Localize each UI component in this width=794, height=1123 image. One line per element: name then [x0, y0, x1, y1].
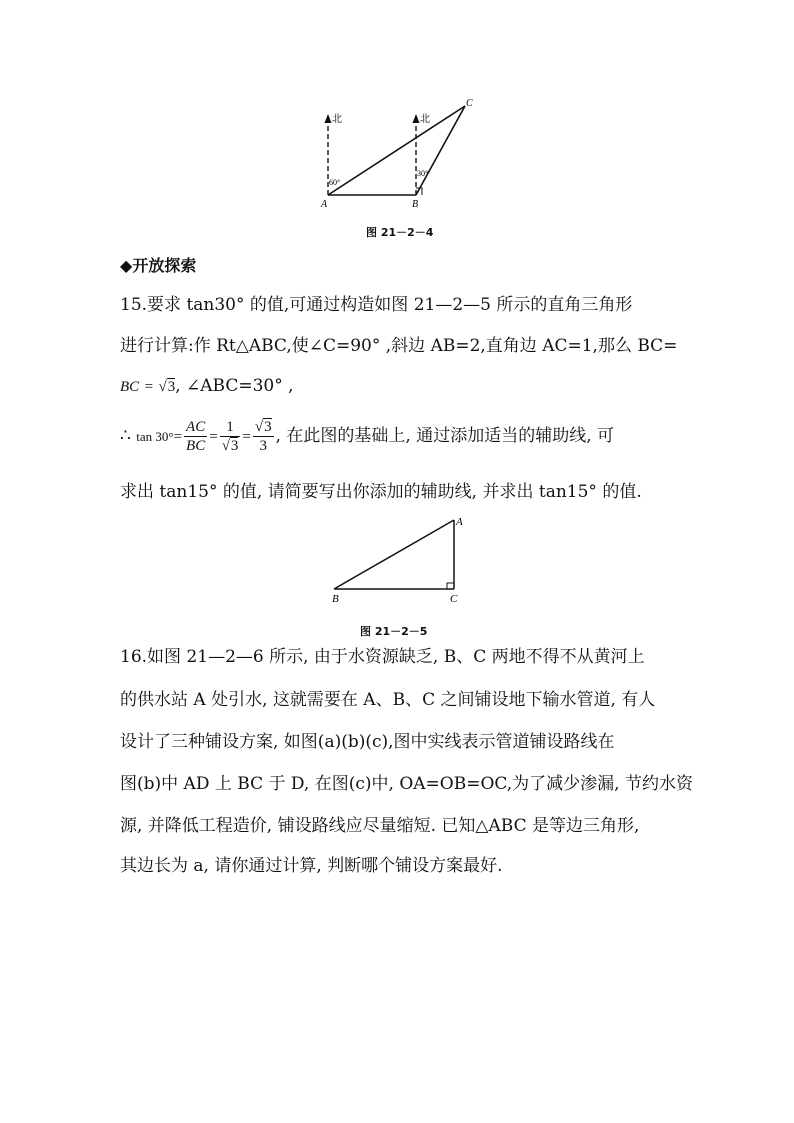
figure-21-2-4: [310, 96, 490, 211]
fraction-ac-bc: $\frac{AC}{BC}$: [186, 419, 206, 454]
fraction-1-sqrt3: $\frac{1}{√3}$: [221, 419, 239, 454]
q16-line-3: 设计了三种铺设方案, 如图(a)(b)(c),图中实线表示管道铺设路线在: [120, 732, 615, 752]
q15-line-4: [120, 418, 614, 455]
q16-line-6: 其边长为 a, 请你通过计算, 判断哪个铺设方案最好.: [120, 856, 503, 876]
point-label-c: C: [450, 593, 458, 605]
north-arrow-a: [325, 114, 332, 123]
figure-caption-21-2-4: 图 21－2－4: [366, 226, 434, 239]
q16-line-5: 源, 并降低工程造价, 铺设路线应尽量缩短. 已知△ABC 是等边三角形,: [120, 816, 640, 836]
q15-line-3-rest: , ∠ABC=30° ,: [175, 376, 294, 396]
segment-ac: [328, 106, 465, 195]
section-title: 开放探索: [132, 256, 197, 275]
equals-3: =: [242, 429, 251, 445]
equals-sign: =: [144, 379, 154, 395]
north-label-a: 北: [332, 114, 342, 125]
angle-label-30: 30°: [417, 169, 429, 178]
point-label-b: B: [332, 593, 339, 605]
sqrt-3: √3: [158, 379, 176, 395]
point-label-a: A: [456, 516, 463, 528]
north-arrow-b: [413, 114, 420, 123]
tan30-label: tan 30°: [136, 429, 174, 444]
point-label-a: A: [321, 199, 328, 210]
angle-label-60: 60°: [329, 178, 341, 187]
point-label-c: C: [466, 98, 473, 109]
q15-line-2: 进行计算:作 Rt△ABC,使∠C=90° ,斜边 AB=2,直角边 AC=1,那么 BC=: [120, 336, 678, 356]
q15-line-1: 15.要求 tan30° 的值,可通过构造如图 21—2—5 所示的直角三角形: [120, 295, 633, 315]
equals-1: =: [173, 429, 183, 445]
diamond-icon: ◆: [120, 256, 133, 275]
q15-line-3: [120, 378, 294, 395]
section-heading: [120, 253, 196, 276]
q15-line-5: 求出 tan15° 的值, 请简要写出你添加的辅助线, 并求出 tan15° 的值.: [120, 482, 642, 502]
figure-caption-21-2-5: 图 21－2－5: [360, 625, 428, 638]
q16-line-1: 16.如图 21—2—6 所示, 由于水资源缺乏, B、C 两地不得不从黄河上: [120, 647, 645, 667]
north-label-b: 北: [420, 114, 430, 125]
q16-line-2: 的供水站 A 处引水, 这就需要在 A、B、C 之间铺设地下输水管道, 有人: [120, 690, 656, 710]
figure-21-2-5: [325, 512, 475, 607]
fraction-sqrt3-3: $\frac{√3}{3}$: [254, 419, 272, 454]
equals-2: =: [209, 429, 218, 445]
point-label-b: B: [412, 199, 419, 210]
therefore-symbol: ∴: [120, 426, 131, 446]
right-angle-mark-c: [447, 583, 454, 589]
q16-line-4: 图(b)中 AD 上 BC 于 D, 在图(c)中, OA=OB=OC,为了减少渗漏, 节约水资: [120, 774, 693, 794]
bc-symbol: BC: [120, 379, 140, 395]
q15-line-4-rest: , 在此图的基础上, 通过添加适当的辅助线, 可: [275, 426, 615, 446]
segment-ab: [334, 520, 454, 589]
